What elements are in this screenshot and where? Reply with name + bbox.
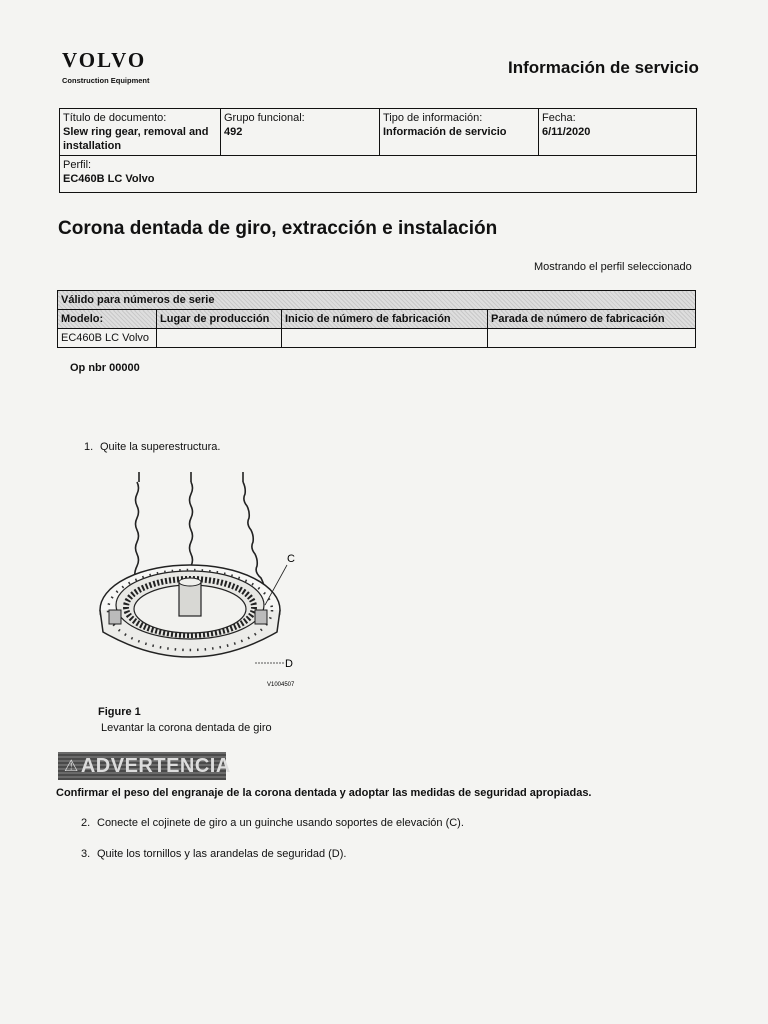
serial-table-caption: Válido para números de serie	[58, 291, 696, 310]
info-type-cell	[380, 109, 539, 156]
profile-note: Mostrando el perfil seleccionado	[534, 261, 692, 273]
lift-bracket-left	[109, 610, 121, 624]
page-header-title: Información de servicio	[508, 58, 699, 77]
operation-number: Op nbr 00000	[70, 362, 140, 374]
doc-title-value: Slew ring gear, removal and installation	[63, 126, 209, 152]
warning-banner	[58, 752, 231, 780]
profile-cell	[60, 156, 697, 193]
hub-top	[179, 578, 201, 586]
serial-cell-start	[282, 329, 488, 348]
date-cell	[539, 109, 697, 156]
warning-label: ADVERTENCIA	[80, 754, 231, 777]
step-1-number: 1.	[84, 441, 94, 453]
step-2	[81, 817, 464, 829]
serial-number-table	[57, 290, 696, 348]
serial-header-model: Modelo:	[58, 310, 157, 329]
group-value: 492	[224, 126, 243, 138]
group-label: Grupo funcional:	[224, 112, 305, 124]
serial-header-stop: Parada de número de fabricación	[488, 310, 696, 329]
doc-title-label: Título de documento:	[63, 112, 167, 124]
info-type-value: Información de servicio	[383, 126, 507, 138]
figure-caption: Levantar la corona dentada de giro	[101, 722, 272, 734]
warning-text: Confirmar el peso del engranaje de la corona dentada y adoptar las medidas de seguridad apropiadas.	[56, 787, 592, 799]
date-value: 6/11/2020	[542, 126, 591, 138]
serial-header-start: Inicio de número de fabricación	[282, 310, 488, 329]
brand-logo: VOLVO	[62, 48, 147, 72]
step-1	[84, 441, 220, 453]
serial-cell-stop	[488, 329, 696, 348]
info-type-label: Tipo de información:	[383, 112, 483, 124]
serial-cell-place	[157, 329, 282, 348]
figure-label: Figure 1	[98, 706, 141, 718]
lift-bracket-right	[255, 610, 267, 624]
serial-header-place: Lugar de producción	[157, 310, 282, 329]
document-meta-table	[59, 108, 697, 193]
doc-title-cell	[60, 109, 221, 156]
step-3	[81, 848, 346, 860]
step-1-text: Quite la superestructura.	[100, 441, 221, 453]
slew-ring-figure	[95, 470, 315, 695]
step-3-number: 3.	[81, 848, 91, 860]
brand-subtitle: Construction Equipment	[62, 76, 150, 85]
serial-cell-model: EC460B LC Volvo	[58, 329, 157, 348]
document-title: Corona dentada de giro, extracción e instalación	[58, 218, 498, 239]
date-label: Fecha:	[542, 112, 576, 124]
center-hub	[179, 582, 201, 616]
step-2-text: Conecte el cojinete de giro a un guinche usando soportes de elevación (C).	[97, 817, 464, 829]
image-code: V1004507	[267, 682, 295, 688]
group-cell	[221, 109, 380, 156]
profile-label: Perfil:	[63, 159, 92, 171]
warning-icon: ⚠	[64, 758, 79, 775]
step-3-text: Quite los tornillos y las arandelas de seguridad (D).	[97, 848, 347, 860]
callout-d: D	[285, 658, 293, 670]
callout-c: C	[287, 553, 295, 565]
step-2-number: 2.	[81, 817, 91, 829]
profile-value: EC460B LC Volvo	[63, 173, 155, 185]
